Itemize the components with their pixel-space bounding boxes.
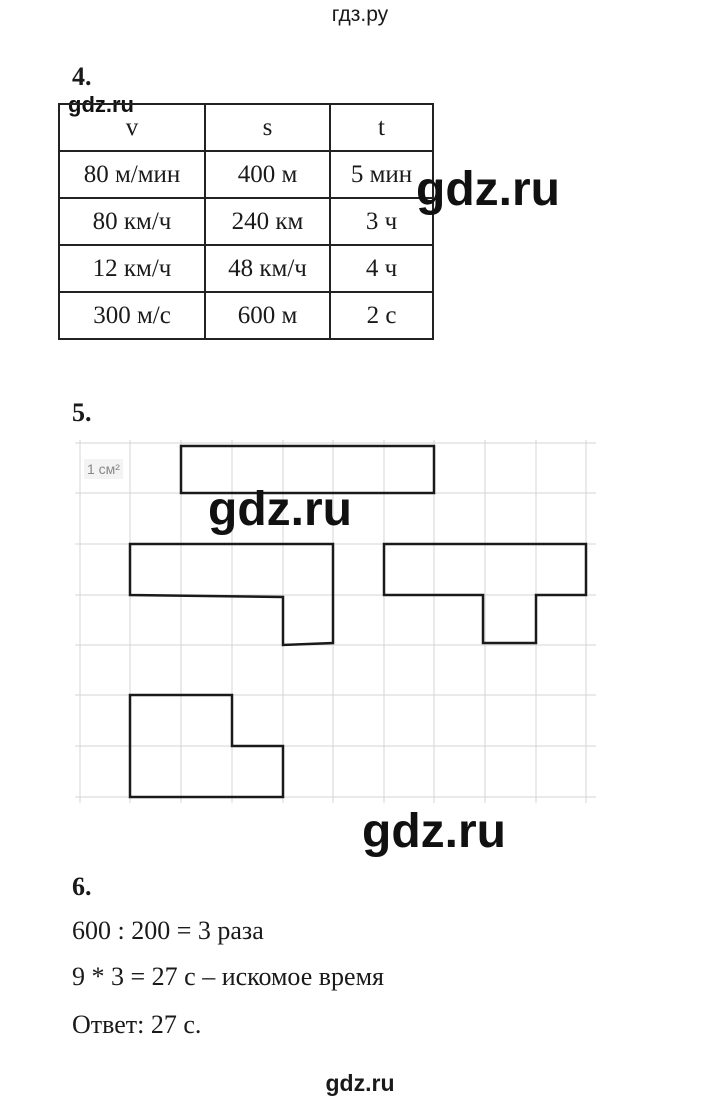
solution-line-2: 9 * 3 = 27 с – искомое время [72,962,385,991]
column-header-s: s [205,104,330,151]
table-cell: 600 м [205,292,330,339]
table-cell: 12 км/ч [59,245,205,292]
answer-line: Ответ: 27 с. [72,1010,202,1039]
task-5-number: 5. [72,398,92,427]
table-cell: 300 м/с [59,292,205,339]
site-footer: gdz.ru [325,1070,395,1096]
column-header-v: v [59,104,205,151]
watermark: gdz.ru [416,163,560,216]
watermark-small: gdz.ru [68,92,134,117]
task-6-number: 6. [72,872,92,901]
column-header-t: t [330,104,433,151]
table-cell: 80 км/ч [59,198,205,245]
task-4-number: 4. [72,62,92,91]
table-cell: 2 с [330,292,433,339]
table-cell: 5 мин [330,151,433,198]
table-cell: 4 ч [330,245,433,292]
table-cell: 48 км/ч [205,245,330,292]
site-header: гдз.ру [331,3,389,26]
watermark: gdz.ru [362,805,506,858]
table-cell: 400 м [205,151,330,198]
watermark: gdz.ru [208,483,352,536]
table-cell: 3 ч [330,198,433,245]
unit-square-label: 1 см² [84,459,123,479]
table-cell: 240 км [205,198,330,245]
table-cell: 80 м/мин [59,151,205,198]
solution-line-1: 600 : 200 = 3 раза [72,916,264,945]
